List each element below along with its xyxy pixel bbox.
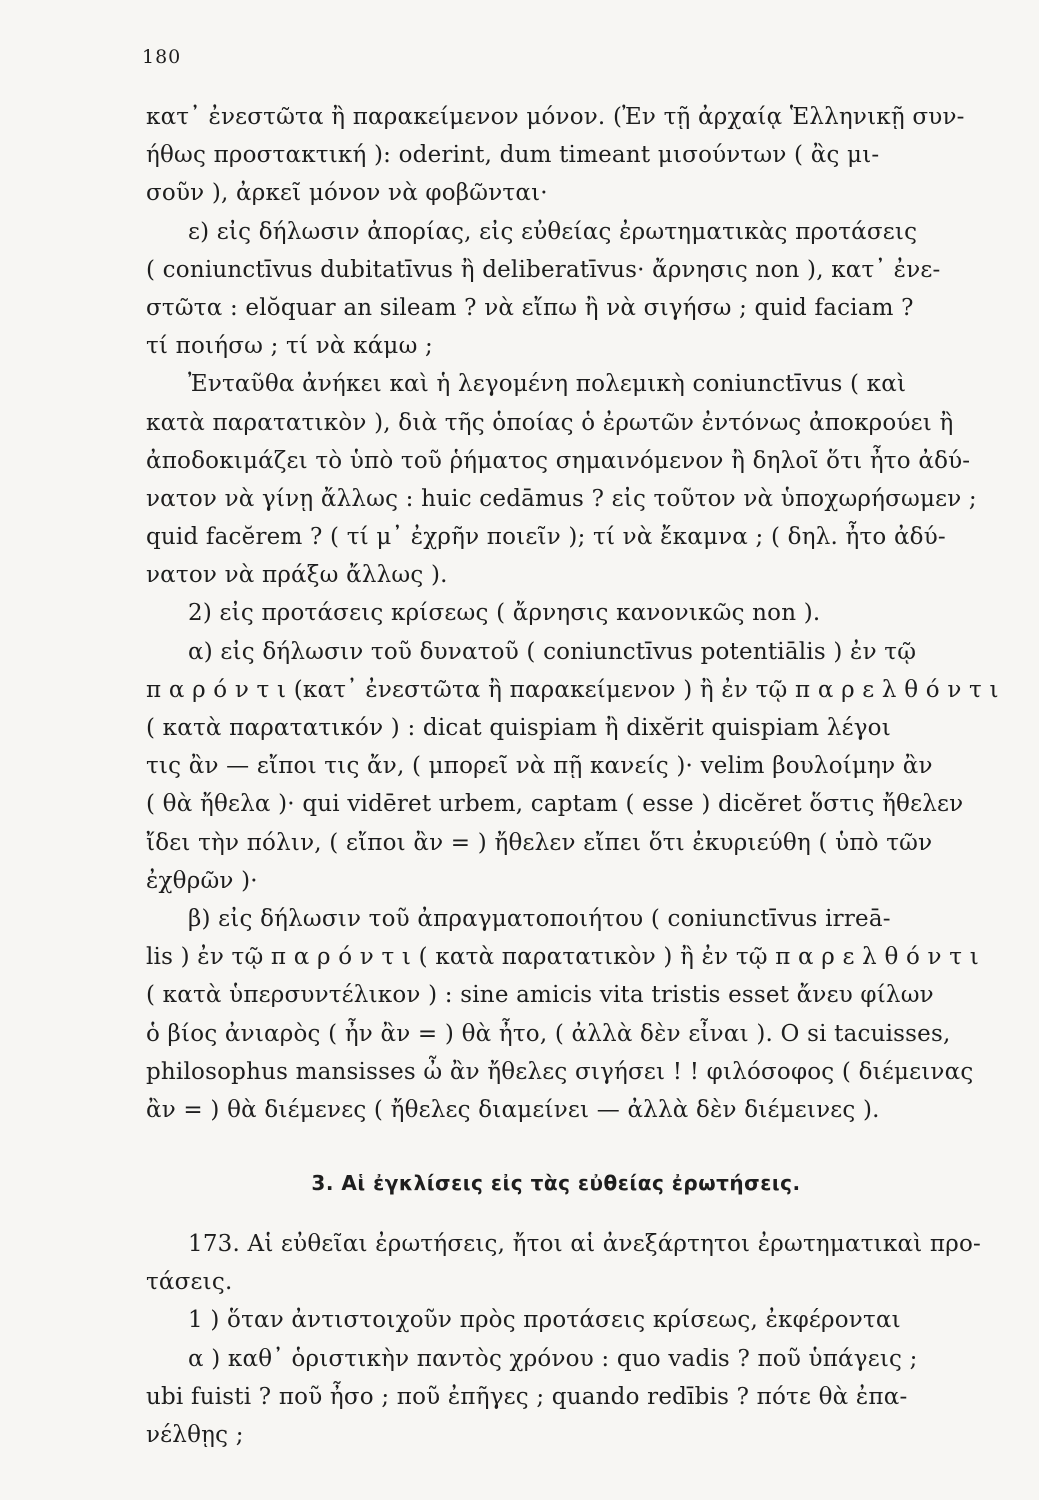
text-line: Ἐνταῦθα ἀνήκει καὶ ἡ λεγομένη πολεμικὴ coniunctīvus ( καὶ [188, 371, 907, 398]
text-line: ε) εἰς δήλωσιν ἀπορίας, εἰς εὐθείας ἐρωτηματικὰς προτάσεις [188, 218, 918, 245]
text-line: ἐχθρῶν )· [146, 867, 258, 894]
text-line: 1 ) ὅταν ἀντιστοιχοῦν πρὸς προτάσεις κρίσεως, ἐκφέρονται [188, 1307, 901, 1334]
text-line: 2) εἰς προτάσεις κρίσεως ( ἄρνησις κανονικῶς non ). [188, 600, 821, 627]
text-line: lis ) ἐν τῷ π α ρ ό ν τ ι ( κατὰ παρατατικὸν ) ἢ ἐν τῷ π α ρ ε λ θ ό ν τ ι [146, 944, 979, 971]
text-line: κατὰ παρατατικὸν ), διὰ τῆς ὁποίας ὁ ἐρωτῶν ἐντόνως ἀποκρούει ἢ [146, 409, 954, 436]
text-line: ( κατὰ παρατατικόν ) : dicat quispiam ἢ dixĕrit quispiam λέγοι [146, 715, 891, 741]
text-line: α) εἰς δήλωσιν τοῦ δυνατοῦ ( coniunctīvus potentiālis ) ἐν τῷ [188, 638, 917, 665]
text-line: στῶτα : elŏquar an sileam ? νὰ εἴπω ἢ νὰ σιγήσω ; quid faciam ? [146, 294, 914, 321]
text-line: τί ποιήσω ; τί νὰ κάμω ; [146, 333, 433, 360]
text-line: ( θὰ ἤθελα )· qui vidēret urbem, captam ( esse ) dicĕret ὅστις ἤθελεν [146, 791, 964, 818]
text-line: τις ἂν — εἴποι τις ἄν, ( μπορεῖ νὰ πῇ κανείς )· velim βουλοίμην ἂν [146, 753, 933, 780]
text-line: 173. Αἱ εὐθεῖαι ἐρωτήσεις, ἤτοι αἱ ἀνεξάρτητοι ἐρωτηματικαὶ προ- [188, 1231, 981, 1258]
text-line: ἂν = ) θὰ διέμενες ( ἤθελες διαμείνει — ἀλλὰ δὲν διέμεινες ). [146, 1096, 880, 1123]
text-line: ήθως προστακτική ): oderint, dum timeant μισούντων ( ἂς μι- [146, 142, 880, 169]
text-line: τάσεις. [146, 1269, 233, 1296]
text-line: ( κατὰ ὑπερσυντέλικον ) : sine amicis vita tristis esset ἄνευ φίλων [146, 982, 934, 1009]
text-line: philosophus mansisses ὦ ἂν ἤθελες σιγήσει ! ! φιλόσοφος ( διέμεινας [146, 1058, 974, 1085]
text-line: ubi fuisti ? ποῦ ἦσο ; ποῦ ἐπῆγες ; quando redībis ? πότε θὰ ἐπα- [146, 1383, 908, 1410]
section-heading: 3. Αἱ ἐγκλίσεις εἰς τὰς εὐθείας ἐρωτήσεις. [311, 1171, 801, 1196]
text-line: quid facĕrem ? ( τί μ᾽ ἐχρῆν ποιεῖν ); τί νὰ ἔκαμνα ; ( δηλ. ἦτο ἀδύ- [146, 524, 946, 551]
text-line: νέλθῃς ; [146, 1422, 244, 1448]
text-line: β) εἰς δήλωσιν τοῦ ἀπραγματοποιήτου ( coniunctīvus irreā- [188, 905, 891, 932]
text-line: νατον νὰ γίνῃ ἄλλως : huic cedāmus ? εἰς τοῦτον νὰ ὑποχωρήσωμεν ; [146, 485, 977, 512]
text-line: ( coniunctīvus dubitatīvus ἢ deliberatīvus· ἄρνησις non ), κατ᾽ ἐνε- [146, 256, 941, 283]
text-line: ὁ βίος ἀνιαρὸς ( ἦν ἂν = ) θὰ ἦτο, ( ἀλλὰ δὲν εἶναι ). O si tacuisses, [146, 1020, 951, 1047]
text-line: νατον νὰ πράξω ἄλλως ). [146, 562, 448, 589]
body-text [146, 98, 1006, 1454]
text-line: κατ᾽ ἐνεστῶτα ἢ παρακείμενον μόνον. (Ἐν τῇ ἀρχαίᾳ Ἑλληνικῇ συν- [146, 104, 965, 130]
text-line: π α ρ ό ν τ ι (κατ᾽ ἐνεστῶτα ἢ παρακείμενον ) ἢ ἐν τῷ π α ρ ε λ θ ό ν τ ι [146, 676, 999, 703]
text-line: α ) καθ᾽ ὁριστικὴν παντὸς χρόνου : quo vadis ? ποῦ ὑπάγεις ; [188, 1345, 918, 1372]
text-line: ἴδει τὴν πόλιν, ( εἴποι ἂν = ) ἤθελεν εἴπει ὅτι ἐκυριεύθη ( ὑπὸ τῶν [146, 829, 933, 856]
text-line: σοῦν ), ἀρκεῖ μόνον νὰ φοβῶνται· [146, 180, 548, 207]
page-number: 180 [142, 46, 182, 68]
text-line: ἀποδοκιμάζει τὸ ὑπὸ τοῦ ῥήματος σημαινόμενον ἢ δηλοῖ ὅτι ἦτο ἀδύ- [146, 447, 971, 474]
